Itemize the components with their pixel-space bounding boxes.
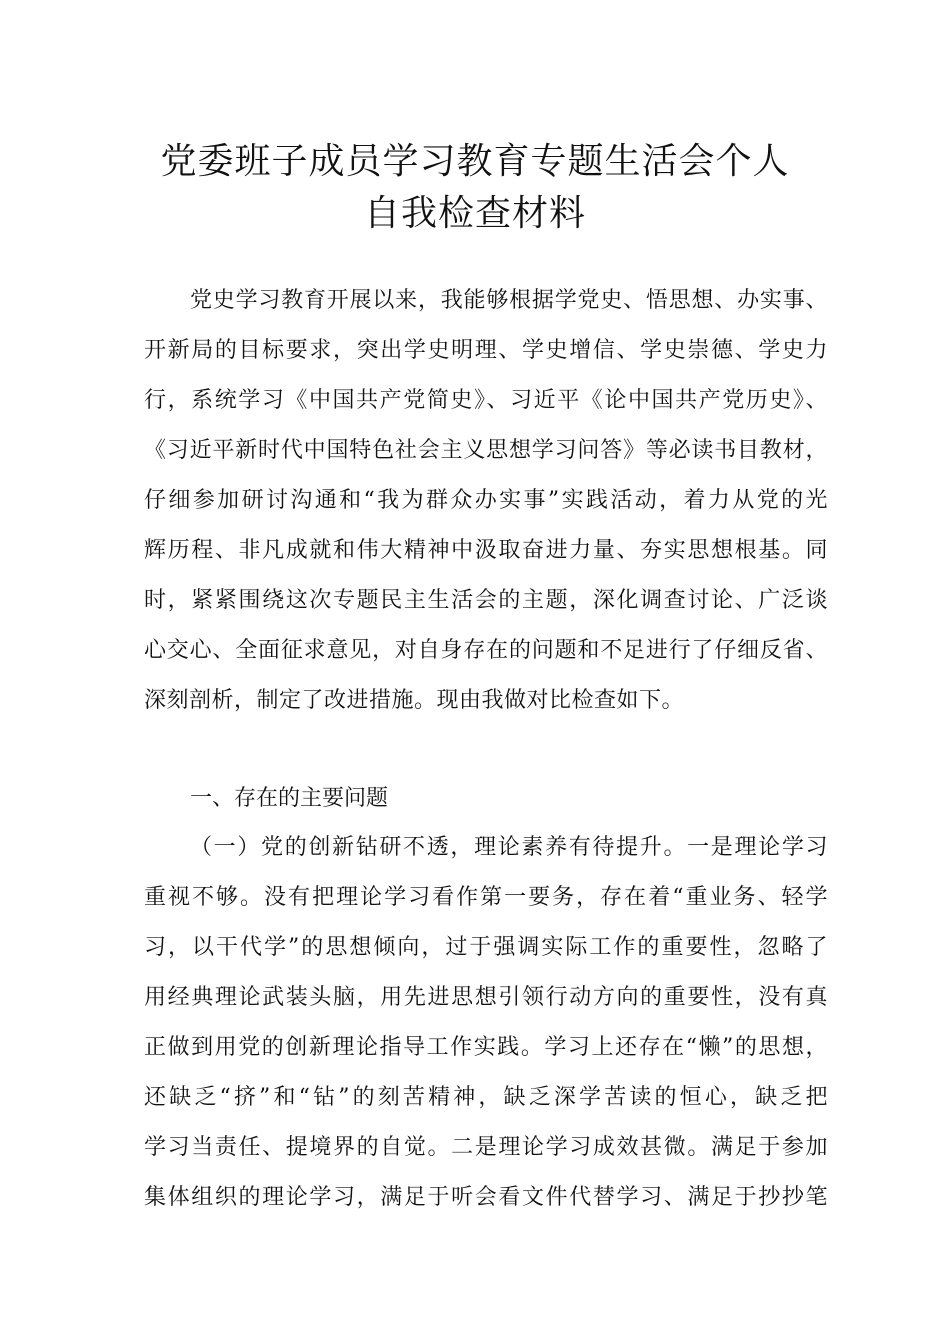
paragraph-line: 深刻剖析，制定了改进措施。现由我做对比检查如下。 (144, 688, 685, 713)
paragraph-line: 集体组织的理论学习，满足于听会看文件代替学习、满足于抄抄笔 (144, 1185, 828, 1210)
paragraph-line: 心交心、全面征求意见，对自身存在的问题和不足进行了仔细反省、 (144, 638, 828, 663)
paragraph-line: 行，系统学习《中国共产党简史》、习近平《论中国共产党历史》、 (144, 388, 828, 413)
paragraph-line: 时，紧紧围绕这次专题民主生活会的主题，深化调查讨论、广泛谈 (144, 588, 828, 613)
document-title-line-1: 党委班子成员学习教育专题生活会个人 (160, 141, 790, 182)
paragraph-line: （一）党的创新钻研不透，理论素养有待提升。一是理论学习 (190, 835, 828, 860)
document-title-line-2: 自我检查材料 (363, 193, 586, 234)
paragraph-line: 党史学习教育开展以来，我能够根据学党史、悟思想、办实事、 (190, 288, 828, 313)
paragraph-line: 用经典理论武装头脑，用先进思想引领行动方向的重要性，没有真 (144, 985, 828, 1010)
paragraph-line: 《习近平新时代中国特色社会主义思想学习问答》等必读书目教材， (144, 438, 828, 463)
paragraph-line: 辉历程、非凡成就和伟大精神中汲取奋进力量、夯实思想根基。同 (144, 538, 828, 563)
paragraph-line: 还缺乏“挤”和“钻”的刻苦精神，缺乏深学苦读的恒心，缺乏把 (144, 1085, 828, 1110)
paragraph-line: 仔细参加研讨沟通和“我为群众办实事”实践活动，着力从党的光 (144, 488, 828, 513)
paragraph-line: 学习当责任、提境界的自觉。二是理论学习成效甚微。满足于参加 (144, 1135, 828, 1160)
paragraph-line: 正做到用党的创新理论指导工作实践。学习上还存在“懒”的思想， (144, 1035, 828, 1060)
section-heading: 一、存在的主要问题 (190, 786, 389, 811)
paragraph-line: 习，以干代学”的思想倾向，过于强调实际工作的重要性，忽略了 (144, 935, 828, 960)
paragraph-line: 重视不够。没有把理论学习看作第一要务，存在着“重业务、轻学 (144, 885, 828, 910)
paragraph-line: 开新局的目标要求，突出学史明理、学史增信、学史崇德、学史力 (144, 338, 828, 363)
